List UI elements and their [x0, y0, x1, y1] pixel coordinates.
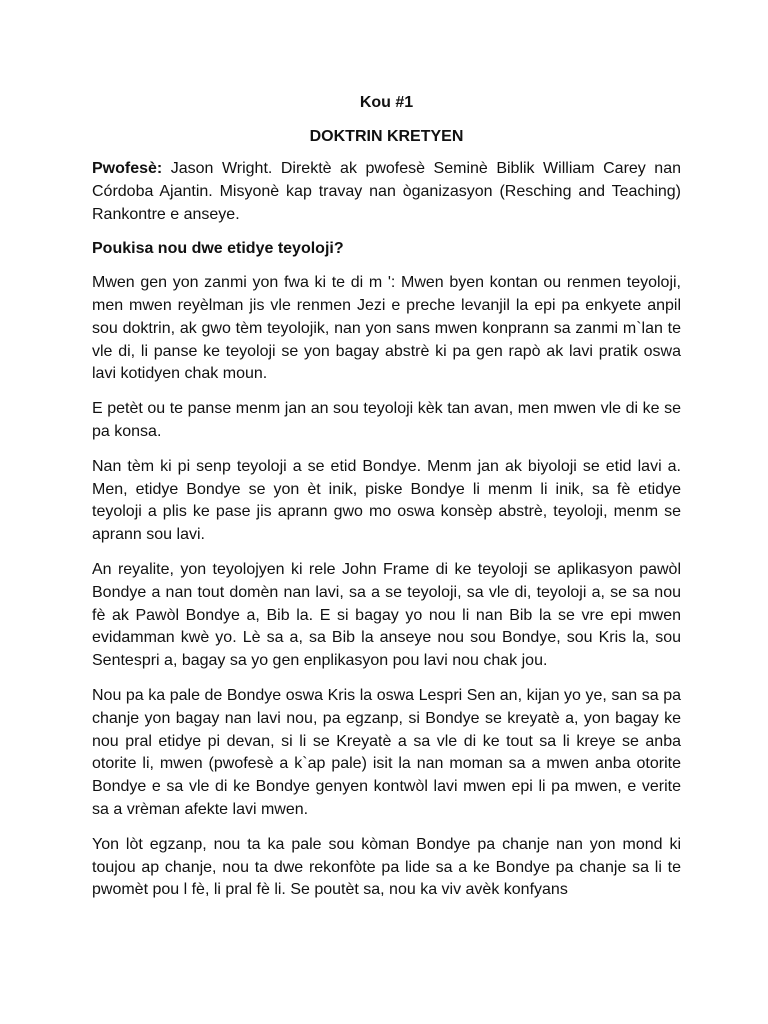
body-paragraph-1: Mwen gen yon zanmi yon fwa ki te di m ': Mwen byen kontan ou renmen teyoloji, men mwen reyèlman jis vle renmen Jezi e preche levanjil la epi pa enkyete anpil sou doktrin, ak gwo tèm teyolojik, nan yon sans mwen konprann sa zanmi m`lan te vle di, li panse ke teyoloji se yon bagay abstrè ki pa gen rapò ak lavi pratik oswa lavi kotidyen chak moun.	[92, 274, 681, 383]
course-number: Kou #1	[359, 94, 414, 111]
professor-label: Pwofesè:	[92, 160, 163, 177]
body-paragraph-2: E petèt ou te panse menm jan an sou teyoloji kèk tan avan, men mwen vle di ke se pa konsa.	[92, 400, 681, 440]
body-paragraph-5: Nou pa ka pale de Bondye oswa Kris la oswa Lespri Sen an, kijan yo ye, san sa pa chanje yon bagay nan lavi nou, pa egzanp, si Bondye se kreyatè a, yon bagay ke nou pral etidye pi devan, si li se Kreyatè a sa vle di ke tout sa li kreye se anba otorite li, mwen (pwofesè a k`ap pale) isit la nan moman sa a mwen anba otorite Bondye e sa vle di ke Bondye genyen kontwòl lavi mwen epi li pa mwen, e verite sa a vrèman afekte lavi mwen.	[92, 686, 681, 818]
body-paragraph-6: Yon lòt egzanp, nou ta ka pale sou kòman Bondye pa chanje nan yon mond ki toujou ap chanje, nou ta dwe rekonfòte pa lide sa a ke Bondye pa chanje sa li te pwomèt pou l fè, li pral fè li. Se poutèt sa, nou ka viv avèk konfyans	[92, 835, 681, 899]
body-paragraph-3: Nan tèm ki pi senp teyoloji a se etid Bondye. Menm jan ak biyoloji se etid lavi a. Men, etidye Bondye se yon èt inik, piske Bondye li menm li inik, sa fè etidye teyoloji a plis ke pase jis aprann gwo mo oswa konsèp abstrè, teyoloji, menm se aprann sou lavi.	[92, 457, 681, 544]
body-paragraph-4: An reyalite, yon teyolojyen ki rele John Frame di ke teyoloji se aplikasyon pawòl Bondye a nan tout domèn nan lavi, sa a se teyoloji, sa vle di, teyoloji a, se sa nou fè ak Pawòl Bondye a, Bib la. E si bagay yo nou li nan Bib la se vre epi mwen evidamman kwè yo. Lè sa a, sa Bib la anseye nou sou Bondye, sou Kris la, sou Sentespri a, bagay sa yo gen enplikasyon pou lavi nou chak jou.	[92, 560, 681, 670]
document-title: DOKTRIN KRETYEN	[309, 128, 464, 145]
professor-paragraph	[92, 158, 681, 226]
professor-text: Jason Wright. Direktè ak pwofesè Seminè Biblik William Carey nan Córdoba Ajantin. Misyonè kap travay nan òganizasyon (Resching and Teaching) Rankontre e anseye.	[92, 160, 681, 223]
question-heading: Poukisa nou dwe etidye teyoloji?	[92, 240, 344, 258]
document-page	[92, 93, 681, 914]
